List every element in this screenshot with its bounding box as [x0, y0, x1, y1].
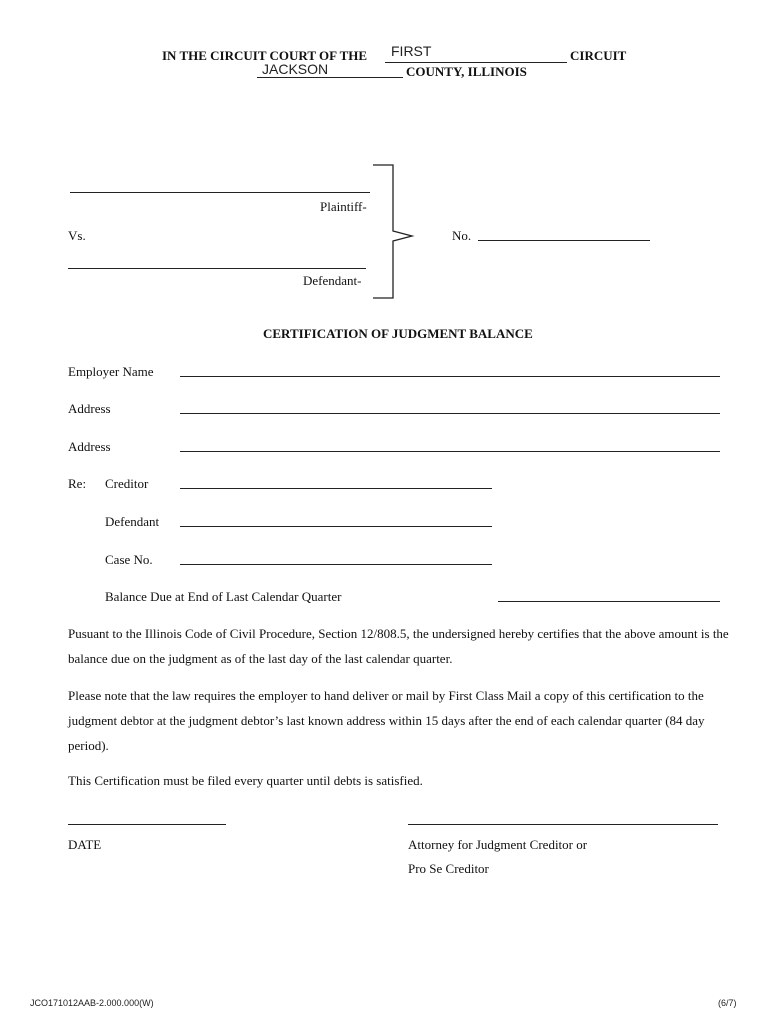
attorney-signature-line[interactable]: [408, 824, 718, 825]
employer-name-label: Employer Name: [68, 364, 154, 379]
balance-due-line[interactable]: [498, 601, 720, 602]
case-number-label: Case No.: [105, 552, 153, 567]
creditor-line[interactable]: [180, 488, 492, 489]
defendant-label: Defendant-: [303, 273, 362, 288]
form-revision: (6/7): [718, 998, 737, 1008]
attorney-label-line1: Attorney for Judgment Creditor or: [408, 837, 588, 852]
case-no-line[interactable]: [478, 240, 650, 241]
county-value[interactable]: JACKSON: [262, 61, 329, 77]
plaintiff-label: Plaintiff-: [320, 199, 367, 214]
caption-brace: [370, 160, 416, 302]
header-court-prefix: IN THE CIRCUIT COURT OF THE: [162, 48, 368, 63]
address2-line[interactable]: [180, 451, 720, 452]
defendant-field-label: Defendant: [105, 514, 160, 529]
certification-paragraph: Pusuant to the Illinois Code of Civil Procedure, Section 12/808.5, the undersigned hereby certifies that the above amount is the balance due on the judgment as of the last day of the last calendar quarter.: [68, 626, 729, 666]
header-circuit-suffix: CIRCUIT: [570, 48, 627, 63]
notice-paragraph: Please note that the law requires the employer to hand deliver or mail by First Class Mail a copy of this certification to the judgment debtor at the judgment debtor’s last known address within 15 days after the end of each calendar quarter (84 day period).: [68, 688, 705, 753]
creditor-label: Creditor: [105, 476, 149, 491]
county-line[interactable]: [257, 77, 403, 78]
date-line[interactable]: [68, 824, 226, 825]
attorney-label-line2: Pro Se Creditor: [408, 861, 489, 876]
circuit-line[interactable]: [385, 62, 567, 63]
defendant-field-line[interactable]: [180, 526, 492, 527]
address1-line[interactable]: [180, 413, 720, 414]
defendant-line[interactable]: [68, 268, 366, 269]
circuit-value[interactable]: FIRST: [391, 43, 432, 59]
form-title: CERTIFICATION OF JUDGMENT BALANCE: [263, 326, 533, 341]
case-number-line[interactable]: [180, 564, 492, 565]
header-county-suffix: COUNTY, ILLINOIS: [406, 64, 527, 79]
plaintiff-line[interactable]: [70, 192, 370, 193]
case-no-label: No.: [452, 228, 472, 243]
balance-due-label: Balance Due at End of Last Calendar Quarter: [105, 589, 342, 604]
filing-paragraph: This Certification must be filed every quarter until debts is satisfied.: [68, 773, 423, 788]
address1-label: Address: [68, 401, 111, 416]
employer-name-line[interactable]: [180, 376, 720, 377]
address2-label: Address: [68, 439, 111, 454]
re-label: Re:: [68, 476, 87, 491]
vs-label: Vs.: [68, 228, 86, 243]
date-label: DATE: [68, 837, 102, 852]
form-code: JCO171012AAB-2.000.000(W): [30, 998, 154, 1008]
